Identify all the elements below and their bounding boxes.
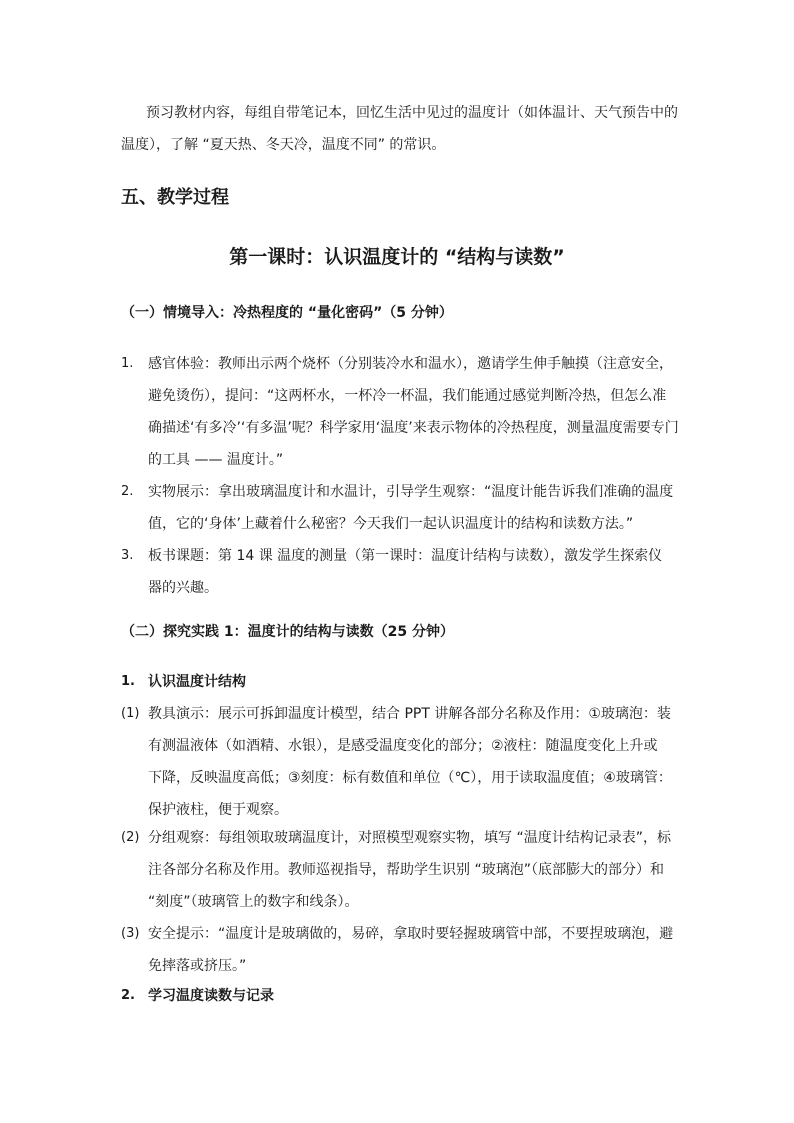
list-item-line: 安全提示：“温度计是玻璃做的，易碎，拿取时要轻握玻璃管中部，不要捏玻璃泡，避 xyxy=(148,926,674,942)
intro-line-2: 温度），了解 “夏天热、冬天冷，温度不同” 的常识。 xyxy=(121,137,446,153)
section-heading: 五、教学过程 xyxy=(121,187,229,208)
lesson-title: 第一课时：认识温度计的 “结构与读数” xyxy=(229,246,565,268)
intro-line-1: 预习教材内容，每组自带笔记本，回忆生活中见过的温度计（如体温计、天气预告中的 xyxy=(146,105,678,121)
subheading-title: 认识温度计结构 xyxy=(148,674,246,690)
list-item-line: “刻度”（玻璃管上的数字和线条）。 xyxy=(148,894,359,910)
list-number: (3) xyxy=(121,926,140,941)
subheading-number: 2. xyxy=(121,988,135,1003)
list-item-line: 感官体验：教师出示两个烧杯（分别装冷水和温水），邀请学生伸手触摸（注意安全， xyxy=(148,356,673,372)
subheading-title: 学习温度读数与记录 xyxy=(148,988,274,1004)
list-item-line: 下降，反映温度高低；③刻度：标有数值和单位（℃），用于读取温度值；④玻璃管： xyxy=(148,770,672,786)
list-item-line: 注各部分名称及作用。教师巡视指导，帮助学生识别 “玻璃泡”（底部膨大的部分）和 xyxy=(148,862,664,878)
list-number: (1) xyxy=(121,706,140,721)
subheading-number: 1. xyxy=(121,674,135,689)
list-item-line: 的工具 —— 温度计。” xyxy=(148,452,284,468)
list-item-line: 值，它的‘身体’上藏着什么秘密？今天我们一起认识温度计的结构和读数方法。” xyxy=(148,516,634,532)
list-number: (2) xyxy=(121,830,140,845)
list-item-line: 实物展示：拿出玻璃温度计和水温计，引导学生观察：“温度计能告诉我们准确的温度 xyxy=(148,484,674,500)
part2-heading: （二）探究实践 1：温度计的结构与读数（25 分钟） xyxy=(121,624,454,640)
part1-heading: （一）情境导入：冷热程度的 “量化密码”（5 分钟） xyxy=(121,305,453,321)
list-item-line: 分组观察：每组领取玻璃温度计，对照模型观察实物，填写 “温度计结构记录表”，标 xyxy=(148,830,671,846)
list-item-line: 确描述‘有多冷’‘有多温’呢？科学家用‘温度’来表示物体的冷热程度，测量温度需要专门 xyxy=(148,420,679,436)
list-item-line: 保护液柱，便于观察。 xyxy=(148,802,288,818)
list-item-line: 免摔落或挤压。” xyxy=(148,958,247,974)
list-number: 3. xyxy=(121,548,134,563)
list-item-line: 板书课题：第 14 课 温度的测量（第一课时：温度计结构与读数），激发学生探索仪 xyxy=(148,548,663,564)
list-number: 2. xyxy=(121,484,134,499)
list-item-line: 避免烫伤），提问：“这两杯水，一杯冷一杯温，我们能通过感觉判断冷热，但怎么准 xyxy=(148,388,667,404)
list-item-line: 有测温液体（如酒精、水银），是感受温度变化的部分；②液柱：随温度变化上升或 xyxy=(148,738,658,754)
list-item-line: 教具演示：展示可拆卸温度计模型，结合 PPT 讲解各部分名称及作用：①玻璃泡：装 xyxy=(148,706,671,722)
list-item-line: 器的兴趣。 xyxy=(148,580,218,596)
list-number: 1. xyxy=(121,356,134,371)
